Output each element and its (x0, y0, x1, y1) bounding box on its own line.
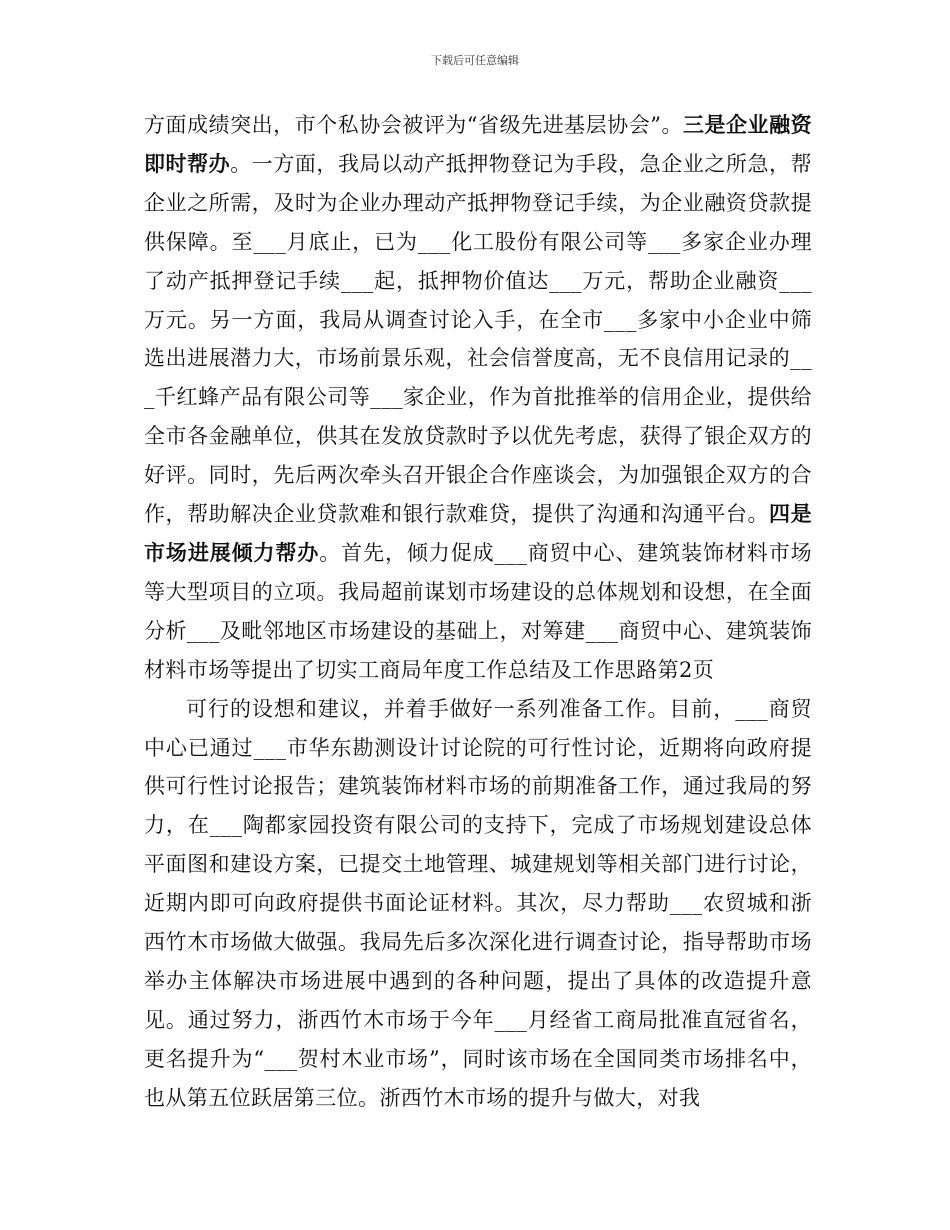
body-text (144, 106, 812, 1118)
bold-heading-run: 三是企业融资即时帮办 (144, 112, 812, 176)
bold-heading-run: 四是市场进展倾力帮办 (144, 501, 812, 565)
page-header: 下载后可任意编辑 (431, 54, 519, 67)
paragraph (144, 106, 812, 690)
text-run: 。首先，倾力促成___商贸中心、建筑装饰材料市场等大型项目的立项。我局超前谋划市场建设的总体规划和设想，在全面分析___及毗邻地区市场建设的基础上，对筹建___商贸中心、建筑装饰材料市场等提出了切实工商局年度工作总结及工作思路第2页 (144, 540, 812, 682)
paragraph (144, 690, 812, 1118)
text-run: 。一方面，我局以动产抵押物登记为手段，急企业之所急，帮企业之所需，及时为企业办理动产抵押物登记手续，为企业融资贷款提供保障。至___月底止，已为___化工股份有限公司等___多家企业办理了动产抵押登记手续___起，抵押物价值达___万元，帮助企业融资___万元。另一方面，我局从调查讨论入手，在全市___多家中小企业中筛选出进展潜力大，市场前景乐观，社会信誉度高，无不良信用记录的___千红蜂产品有限公司等___家企业，作为首批推举的信用企业，提供给全市各金融单位，供其在发放贷款时予以优先考虑，获得了银企双方的好评。同时，先后两次牵头召开银企合作座谈会，为加强银企双方的合作，帮助解决企业贷款难和银行款难贷，提供了沟通和沟通平台。 (144, 151, 812, 527)
text-run: 方面成绩突出，市个私协会被评为“省级先进基层协会”。 (144, 113, 683, 137)
text-run: 可行的设想和建议，并着手做好一系列准备工作。目前，___商贸中心已通过___市华东勘测设计讨论院的可行性讨论，近期将向政府提供可行性讨论报告；建筑装饰材料市场的前期准备工作，通过我局的努力，在___陶都家园投资有限公司的支持下，完成了市场规划建设总体平面图和建设方案，已提交土地管理、城建规划等相关部门进行讨论，近期内即可向政府提供书面论证材料。其次，尽力帮助___农贸城和浙西竹木市场做大做强。我局先后多次深化进行调查讨论，指导帮助市场举办主体解决市场进展中遇到的各种问题，提出了具体的改造提升意见。通过努力，浙西竹木市场于今年___月经省工商局批准直冠省名，更名提升为“___贺村木业市场”，同时该市场在全国同类市场排名中，也从第五位跃居第三位。浙西竹木市场的提升与做大，对我 (144, 696, 812, 1110)
